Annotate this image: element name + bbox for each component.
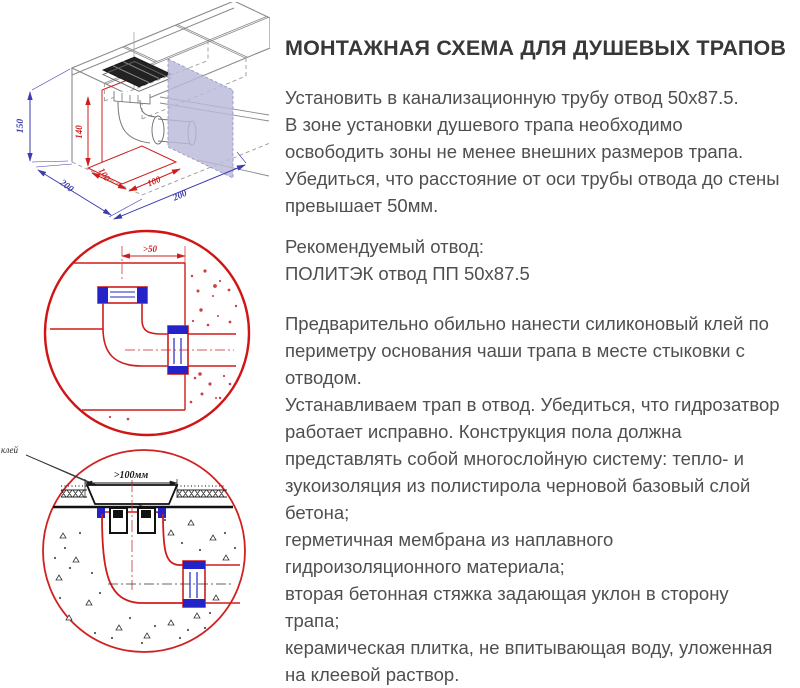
text-line: Рекомендуемый отвод: bbox=[285, 236, 485, 257]
text-line: на клеевой раствор. bbox=[285, 664, 460, 685]
text-line: работает исправно. Конструкция пола должна bbox=[285, 421, 682, 442]
wall-distance-dimension bbox=[122, 244, 185, 263]
text-line: герметичная мембрана из наплавного bbox=[285, 529, 614, 550]
text-line: бетона; bbox=[285, 502, 350, 523]
detail-circle-section bbox=[0, 438, 270, 667]
elbow-outer bbox=[118, 102, 150, 143]
seal-ring bbox=[168, 326, 188, 334]
page-title: МОНТАЖНАЯ СХЕМА ДЛЯ ДУШЕВЫХ ТРАПОВ bbox=[285, 36, 787, 60]
text-line: вторая бетонная стяжка задающая уклон в сторону bbox=[285, 583, 729, 604]
paragraph-floor-system bbox=[285, 310, 800, 688]
elbow-inner-wall bbox=[163, 514, 183, 565]
text-line: керамическая плитка, не впитывающая воду, уложенная bbox=[285, 637, 773, 658]
text-line: гидроизоляционного материала; bbox=[285, 556, 565, 577]
dim-label-100-depth: 100 bbox=[96, 166, 113, 183]
glue-label: клей bbox=[1, 445, 19, 455]
reference-plane bbox=[168, 59, 233, 178]
text-line: отводом. bbox=[285, 367, 362, 388]
text-line: превышает 50мм. bbox=[285, 195, 439, 216]
seal-ring bbox=[97, 508, 105, 518]
detail-circle-elbow bbox=[30, 226, 260, 442]
dim-label-150: 150 bbox=[16, 118, 26, 134]
dim-label-gt50: >50 bbox=[142, 244, 158, 254]
text-line: трапа; bbox=[285, 610, 340, 631]
seal-ring bbox=[98, 287, 108, 303]
text-line: В зоне установки душевого трапа необходимо bbox=[285, 114, 683, 135]
seal-ring bbox=[137, 287, 147, 303]
text-line: освободить зоны не менее внешних размеров трапа. bbox=[285, 141, 744, 162]
elbow-inner-wall bbox=[142, 320, 168, 334]
dim-label-140: 140 bbox=[74, 125, 84, 139]
text-line: Предварительно обильно нанести силиконовый клей по bbox=[285, 313, 769, 334]
paragraph-recommended-outlet bbox=[285, 233, 800, 287]
wall-and-floor-lines bbox=[50, 263, 185, 410]
isometric-installation-diagram bbox=[8, 2, 270, 232]
elbow-pipe bbox=[98, 287, 236, 374]
drain-flange bbox=[114, 91, 150, 104]
paragraph-install bbox=[285, 84, 800, 219]
elbow-bell bbox=[152, 116, 164, 144]
red-dimensions bbox=[74, 97, 180, 191]
text-line: представлять собой многослойную систему: тепло- и bbox=[285, 448, 744, 469]
dim-label-100-width: 100 bbox=[145, 173, 162, 189]
seal-ring bbox=[158, 508, 166, 518]
concrete-texture bbox=[54, 519, 236, 644]
detail-circle-outline bbox=[45, 231, 249, 435]
text-line: зукоизоляция из полистирола черновой базовый слой bbox=[285, 475, 751, 496]
dim-label-200-depth: 200 bbox=[57, 178, 75, 195]
seal-ring bbox=[168, 366, 188, 374]
text-line: ПОЛИТЭК отвод ПП 50х87.5 bbox=[285, 263, 530, 284]
text-line: Убедиться, что расстояние от оси трубы отвода до стены bbox=[285, 168, 780, 189]
text-line: Устанавливаем трап в отвод. Убедиться, что гидрозатвор bbox=[285, 394, 780, 415]
dim-label-gt100mm: >100мм bbox=[113, 470, 149, 481]
seal-ring bbox=[183, 599, 205, 607]
text-line: Установить в канализационную трубу отвод 50х87.5. bbox=[285, 87, 739, 108]
dim-label-200-width: 200 bbox=[171, 188, 189, 204]
seal-ring bbox=[183, 561, 205, 569]
text-line: периметру основания чаши трапа в месте стыковки с bbox=[285, 340, 745, 361]
